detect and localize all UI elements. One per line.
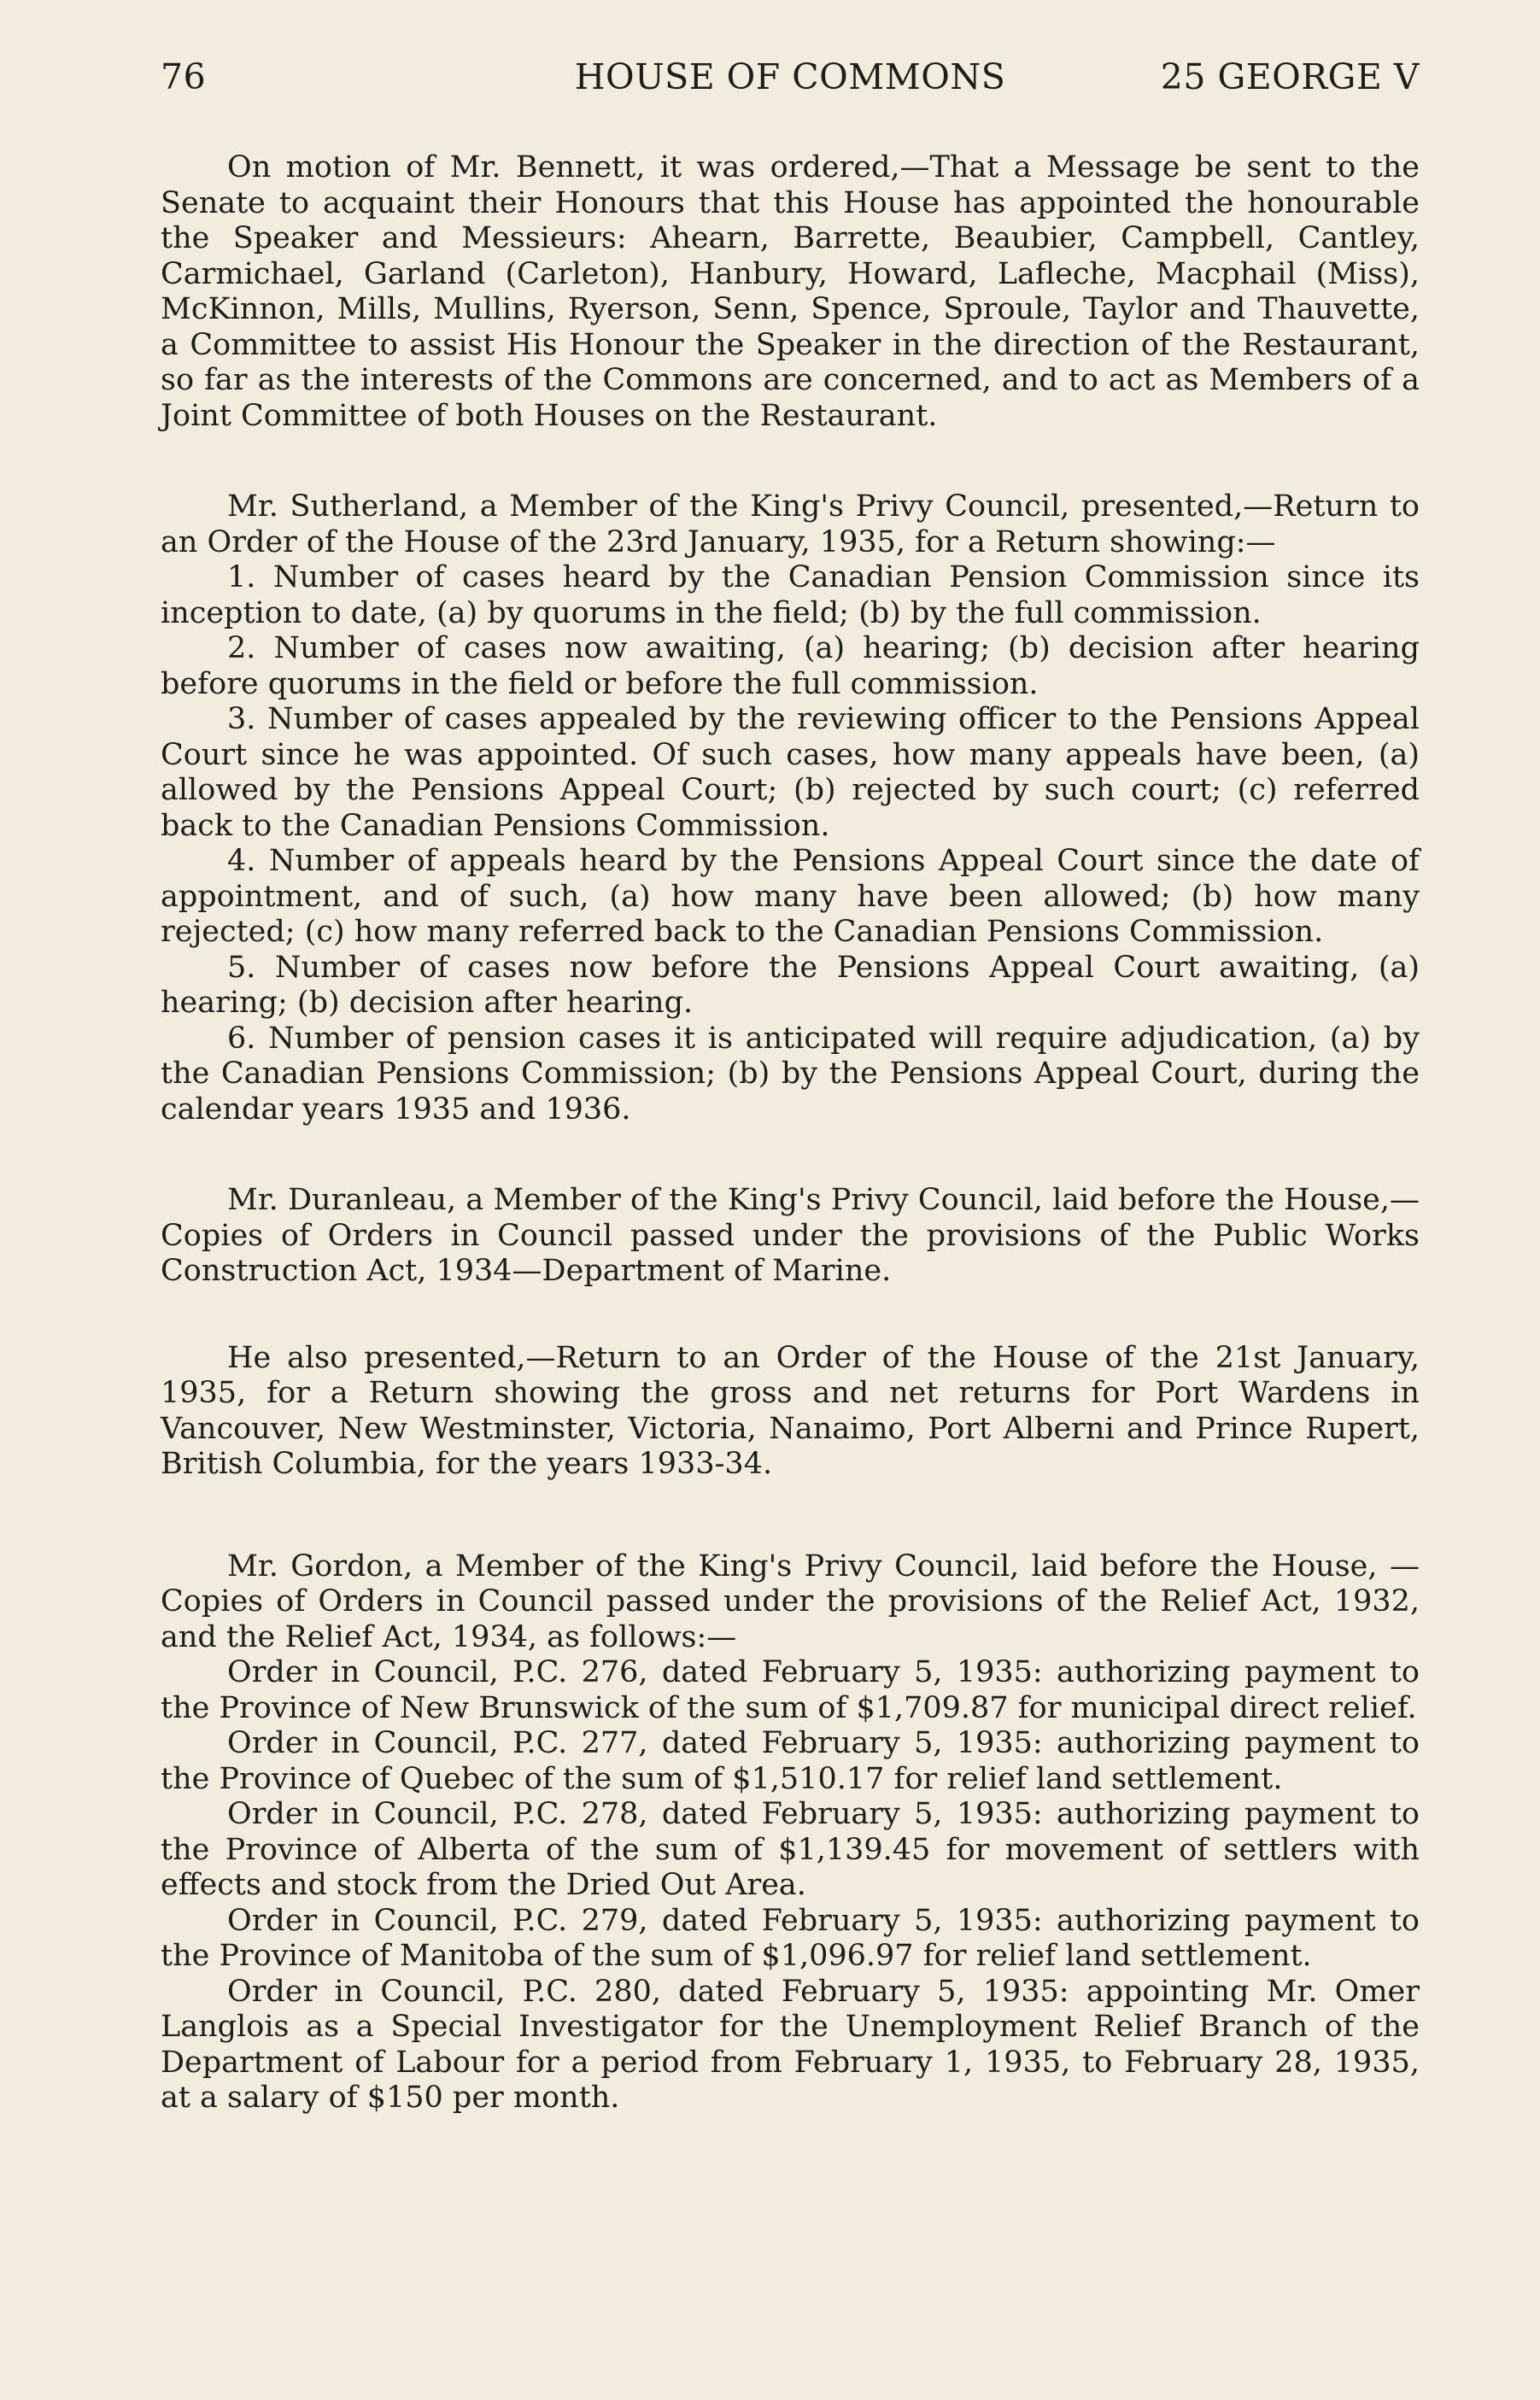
body-text <box>161 150 1420 2116</box>
list-item-1: 1. Number of cases heard by the Canadian Pension Commission since its inception to date, (a) by quorums in the field; (b) by the full commission. <box>161 560 1420 630</box>
running-title: HOUSE OF COMMONS <box>574 56 1006 97</box>
session-label: 25 GEORGE V <box>1160 56 1420 97</box>
order-pc-278: Order in Council, P.C. 278, dated February 5, 1935: authorizing payment to the Province of Alberta of the sum of $1,139.45 for movement of settlers with effects and stock from the Dried Out Area. <box>161 1797 1420 1902</box>
paragraph-restaurant-committee: On motion of Mr. Bennett, it was ordered,—That a Message be sent to the Senate to acquaint their Honours that this House has appointed the honourable the Speaker and Messieurs: Ahearn, Barrette, Beaubier, Campbell, Cantley, Carmichael, Garland (Carleton), Hanbury, Howard, Lafleche, Macphail (Miss), McKinnon, Mills, Mullins, Ryerson, Senn, Spence, Sproule, Taylor and Thauvette, a Committee to assist His Honour the Speaker in the direction of the Restaurant, so far as the interests of the Commons are concerned, and to act as Members of a Joint Committee of both Houses on the Restaurant. <box>161 150 1420 433</box>
order-pc-280: Order in Council, P.C. 280, dated February 5, 1935: appointing Mr. Omer Langlois as a Special Investigator for the Unemployment Relief Branch of the Department of Labour for a period from February 1, 1935, to February 28, 1935, at a salary of $150 per month. <box>161 1974 1420 2115</box>
order-pc-279: Order in Council, P.C. 279, dated February 5, 1935: authorizing payment to the Province of Manitoba of the sum of $1,096.97 for relief land settlement. <box>161 1903 1420 1973</box>
page-header <box>161 56 1420 101</box>
paragraph-duranleau: Mr. Duranleau, a Member of the King's Privy Council, laid before the House,—Copies of Orders in Council passed under the provisions of the Public Works Construction Act, 1934—Department of Marine. <box>161 1183 1420 1288</box>
paragraph-port-wardens: He also presented,—Return to an Order of the House of the 21st January, 1935, for a Return showing the gross and net returns for Port Wardens in Vancouver, New Westminster, Victoria, Nanaimo, Port Alberni and Prince Rupert, British Columbia, for the years 1933-34. <box>161 1340 1420 1481</box>
order-pc-277: Order in Council, P.C. 277, dated February 5, 1935: authorizing payment to the Province of Quebec of the sum of $1,510.17 for relief land settlement. <box>161 1726 1420 1796</box>
list-item-4: 4. Number of appeals heard by the Pensions Appeal Court since the date of appointment, and of such, (a) how many have been allowed; (b) how many rejected; (c) how many referred back to the Canadian Pensions Commission. <box>161 844 1420 949</box>
page-number: 76 <box>161 56 207 97</box>
paragraph-gordon: Mr. Gordon, a Member of the King's Privy Council, laid before the House, —Copies of Orders in Council passed under the provisions of the Relief Act, 1932, and the Relief Act, 1934, as follows:— <box>161 1548 1420 1654</box>
list-item-6: 6. Number of pension cases it is anticipated will require adjudication, (a) by the Canadian Pensions Commission; (b) by the Pensions Appeal Court, during the calendar years 1935 and 1936. <box>161 1021 1420 1127</box>
list-item-5: 5. Number of cases now before the Pensions Appeal Court awaiting, (a) hearing; (b) decision after hearing. <box>161 950 1420 1020</box>
list-item-2: 2. Number of cases now awaiting, (a) hearing; (b) decision after hearing before quorums in the field or before the full commission. <box>161 631 1420 701</box>
paragraph-sutherland-return: Mr. Sutherland, a Member of the King's Privy Council, presented,—Return to an Order of the House of the 23rd January, 1935, for a Return showing:— <box>161 489 1420 559</box>
order-pc-276: Order in Council, P.C. 276, dated February 5, 1935: authorizing payment to the Province of New Brunswick of the sum of $1,709.87 for municipal direct relief. <box>161 1655 1420 1725</box>
list-item-3: 3. Number of cases appealed by the reviewing officer to the Pensions Appeal Court since he was appointed. Of such cases, how many appeals have been, (a) allowed by the Pensions Appeal Court; (b) rejected by such court; (c) referred back to the Canadian Pensions Commission. <box>161 702 1420 843</box>
